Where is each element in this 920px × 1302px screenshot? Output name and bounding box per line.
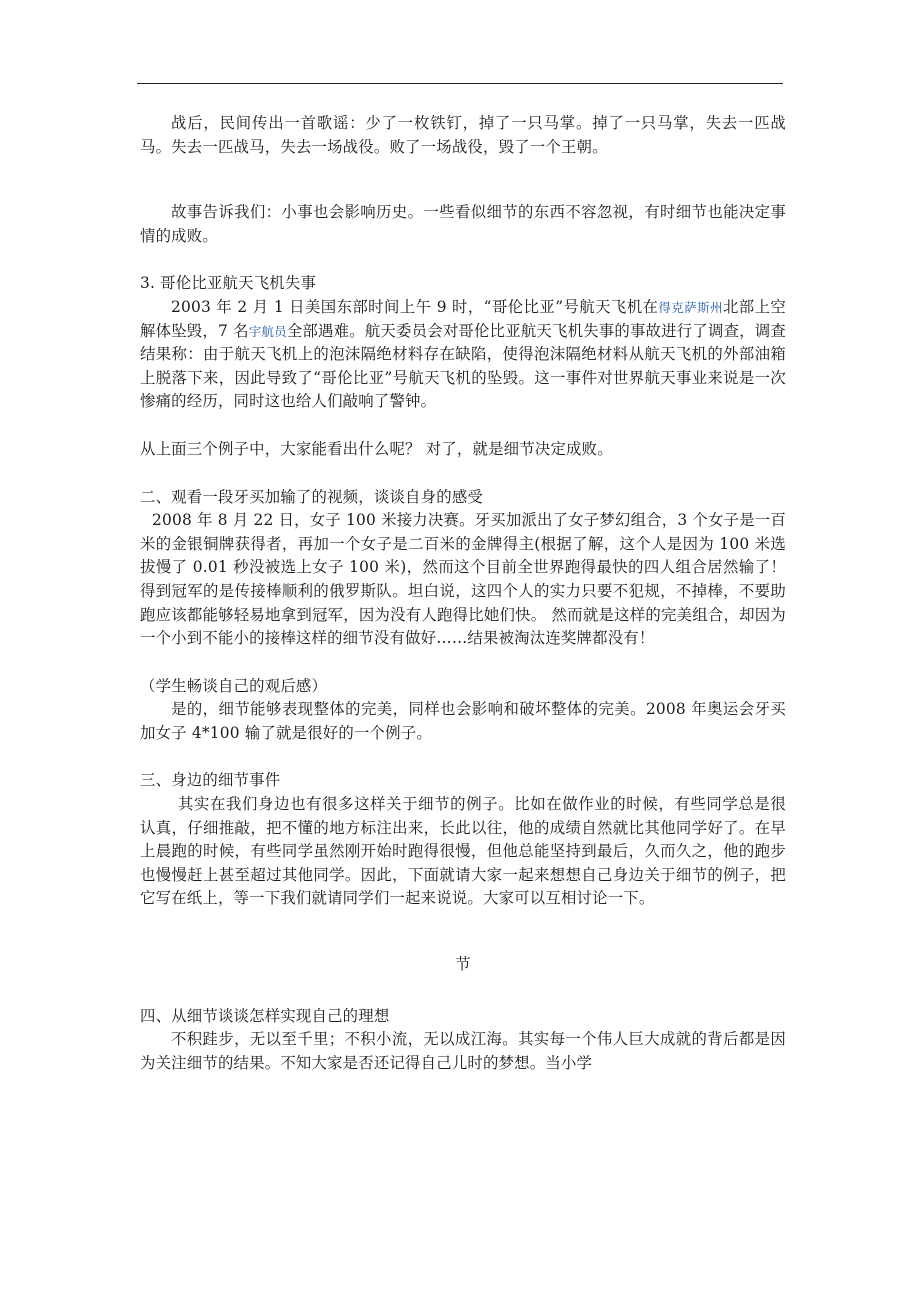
document-body [140,112,786,1075]
paragraph-ideals: 不积跬步，无以至千里；不积小流，无以成江海。其实每一个伟人巨大成就的背后都是因为关注细节的结果。不知大家是否还记得自己儿时的梦想。当小学 [140,1030,786,1072]
paragraph-columbia [140,296,786,414]
heading-section-two: 二、观看一段牙买加输了的视频，谈谈自身的感受 [140,487,483,506]
columbia-text-b: 北部上空解体坠毁，7 名 [140,297,786,340]
paragraph-conclusion: 从上面三个例子中，大家能看出什么呢？ 对了，就是细节决定成败。 [140,439,613,458]
paragraph-jamaica: 2008 年 8 月 22 日，女子 100 米接力决赛。牙买加派出了女子梦幻组合，3 个女子是一百米的金银铜牌获得者，再加一个女子是二百米的金牌得主(根据了解，这个人是因为 100 米选拔慢了 0.01 秒没被选上女子 100 米)，然而这个目前全世界跑得最快的四人组合居然输了！得到冠军的是传接棒顺利的俄罗斯队。坦白说，这四个人的实力只要不犯规，不掉棒，不要助跑应该都能够轻易地拿到冠军，因为没有人跑得比她们快。 然而就是这样的完美组合，却因为一个小到不能小的接棒这样的细节没有做好……结果被淘汰连奖牌都没有！ [140,511,786,648]
columbia-text-c: 全部遇难。航天委员会对哥伦比亚航天飞机失事的事故进行了调查，调查结果称：由于航天飞机上的泡沫隔绝材料存在缺陷，使得泡沫隔绝材料从航天飞机的外部油箱上脱落下来，因此导致了“哥伦比亚”号航天飞机的坠毁。这一事件对世界航天事业来说是一次惨痛的经历，同时这也给人们敲响了警钟。 [140,321,786,411]
paragraph-daily-details: 其实在我们身边也有很多这样关于细节的例子。比如在做作业的时候，有些同学总是很认真，仔细推敲，把不懂的地方标注出来，长此以往，他的成绩自然就比其他同学好了。在早上晨跑的时候，有些同学虽然刚开始时跑得很慢，但他总能坚持到最后，久而久之，他的跑步也慢慢赶上甚至超过其他同学。因此，下面就请大家一起来想想自己身边关于细节的例子，把它写在纸上，等一下我们就请同学们一起来说说。大家可以互相讨论一下。 [140,795,786,908]
paragraph-students-discuss: （学生畅谈自己的观后感） [140,676,328,695]
paragraph-ballad: 战后，民间传出一首歌谣：少了一枚铁钉，掉了一只马掌。掉了一只马掌，失去一匹战马。失去一匹战马，失去一场战役。败了一场战役，毁了一个王朝。 [140,114,786,156]
paragraph-lesson: 故事告诉我们：小事也会影响历史。一些看似细节的东西不容忽视，有时细节也能决定事情的成败。 [140,203,786,245]
heading-section-four: 四、从细节谈谈怎样实现自己的理想 [140,1006,390,1025]
heading-section-three: 三、身边的细节事件 [140,771,281,790]
texas-link[interactable]: 得克萨斯州 [658,299,723,315]
centered-character: 节 [455,955,471,974]
heading-columbia: 3. 哥伦比亚航天飞机失事 [140,274,317,293]
header-rule [137,83,783,84]
astronaut-link[interactable]: 宇航员 [248,323,287,339]
columbia-text-a: 2003 年 2 月 1 日美国东部时间上午 9 时，“哥伦比亚”号航天飞机在 [171,297,659,316]
paragraph-detail-perfection: 是的，细节能够表现整体的完美，同样也会影响和破坏整体的完美。2008 年奥运会牙买加女子 4*100 输了就是很好的一个例子。 [140,700,786,742]
